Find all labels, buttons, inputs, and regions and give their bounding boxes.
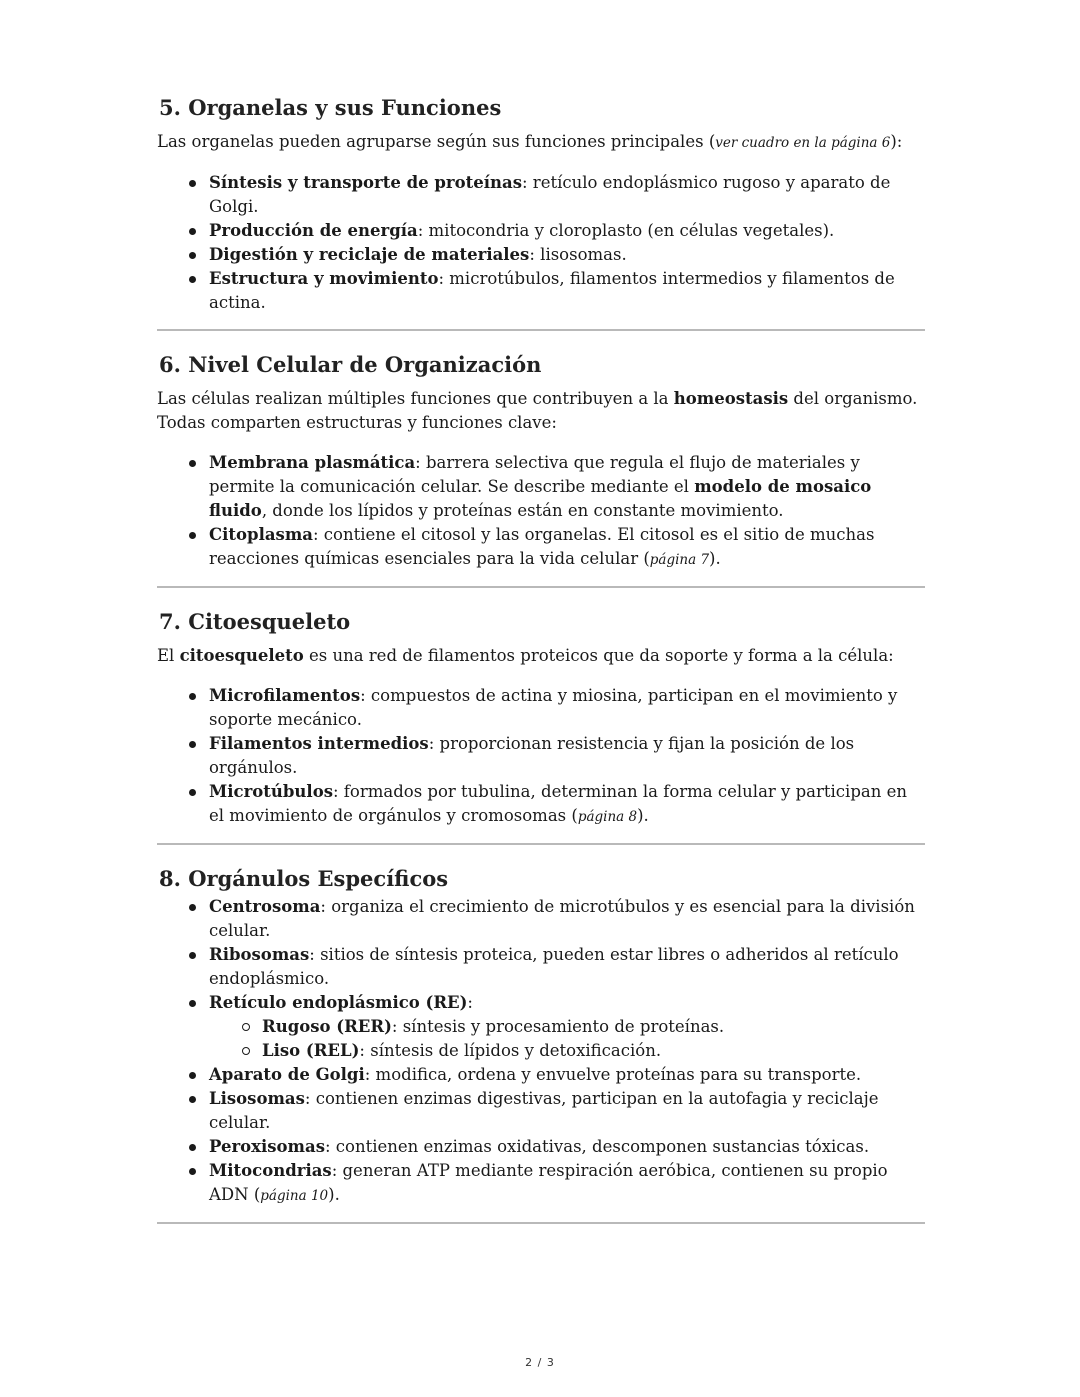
page-reference: página 7: [649, 552, 710, 568]
section-title: 6. Nivel Celular de Organización: [159, 352, 542, 377]
list-item: Filamentos intermedios: proporcionan resistencia y fijan la posición de los orgánulos.: [209, 732, 925, 780]
section-divider: [157, 586, 925, 588]
list-item: Lisosomas: contienen enzimas digestivas, participan en la autofagia y reciclaje celular.: [209, 1087, 925, 1135]
section-organulos: [157, 863, 925, 1208]
list-item: Síntesis y transporte de proteínas: retículo endoplásmico rugoso y aparato de Golgi.: [209, 171, 925, 219]
bullet-list: [157, 171, 925, 315]
page-reference: ver cuadro en la página 6: [715, 135, 891, 151]
section-title: 7. Citoesqueleto: [159, 609, 351, 634]
list-item: Estructura y movimiento: microtúbulos, filamentos intermedios y filamentos de actina.: [209, 267, 925, 315]
section-intro: Las organelas pueden agruparse según sus funciones principales (ver cuadro en la página 6):: [157, 132, 903, 151]
bullet-list: [157, 684, 925, 829]
list-item: Retículo endoplásmico (RE): Rugoso (RER): síntesis y procesamiento de proteínas. Liso (REL): síntesis de lípidos y detoxificación.: [209, 991, 925, 1063]
section-divider: [157, 1222, 925, 1224]
list-item: Ribosomas: sitios de síntesis proteica, pueden estar libres o adheridos al retículo endoplásmico.: [209, 943, 925, 991]
list-item: Centrosoma: organiza el crecimiento de microtúbulos y es esencial para la división celular.: [209, 895, 925, 943]
section-nivel-celular: [157, 349, 925, 572]
section-divider: [157, 843, 925, 845]
section-title: 8. Orgánulos Específicos: [159, 866, 449, 891]
list-item: Producción de energía: mitocondria y cloroplasto (en células vegetales).: [209, 219, 925, 243]
list-item: Digestión y reciclaje de materiales: lisosomas.: [209, 243, 925, 267]
bullet-list: [157, 451, 925, 572]
list-item: Mitocondrias: generan ATP mediante respiración aeróbica, contienen su propio ADN (página 10).: [209, 1159, 925, 1208]
page-number: 2 / 3: [525, 1356, 555, 1369]
sub-list-item: Liso (REL): síntesis de lípidos y detoxificación.: [262, 1039, 925, 1063]
bullet-list: [157, 895, 925, 1208]
list-item: Peroxisomas: contienen enzimas oxidativas, descomponen sustancias tóxicas.: [209, 1135, 925, 1159]
document-page: [157, 92, 925, 1242]
section-divider: [157, 329, 925, 331]
section-intro: El citoesqueleto es una red de filamentos proteicos que da soporte y forma a la célula:: [157, 646, 894, 665]
section-citoesqueleto: [157, 606, 925, 829]
sub-list-item: Rugoso (RER): síntesis y procesamiento de proteínas.: [262, 1015, 925, 1039]
page-reference: página 8: [577, 809, 638, 825]
page-reference: página 10: [260, 1188, 329, 1204]
list-item: Microtúbulos: formados por tubulina, determinan la forma celular y participan en el movimiento de orgánulos y cromosomas (página 8).: [209, 780, 925, 829]
list-item: Membrana plasmática: barrera selectiva que regula el flujo de materiales y permite la comunicación celular. Se describe mediante el modelo de mosaico fluido, donde los lípidos y proteínas están en constante movimiento.: [209, 451, 925, 523]
section-title: 5. Organelas y sus Funciones: [159, 95, 502, 120]
section-intro: Las células realizan múltiples funciones que contribuyen a la homeostasis del organismo. Todas comparten estructuras y funciones clave:: [157, 389, 918, 432]
list-item: Citoplasma: contiene el citosol y las organelas. El citosol es el sitio de muchas reacciones químicas esenciales para la vida celular (página 7).: [209, 523, 925, 572]
section-organelas: [157, 92, 925, 315]
sub-list: [209, 1015, 925, 1063]
list-item: Aparato de Golgi: modifica, ordena y envuelve proteínas para su transporte.: [209, 1063, 925, 1087]
list-item: Microfilamentos: compuestos de actina y miosina, participan en el movimiento y soporte mecánico.: [209, 684, 925, 732]
